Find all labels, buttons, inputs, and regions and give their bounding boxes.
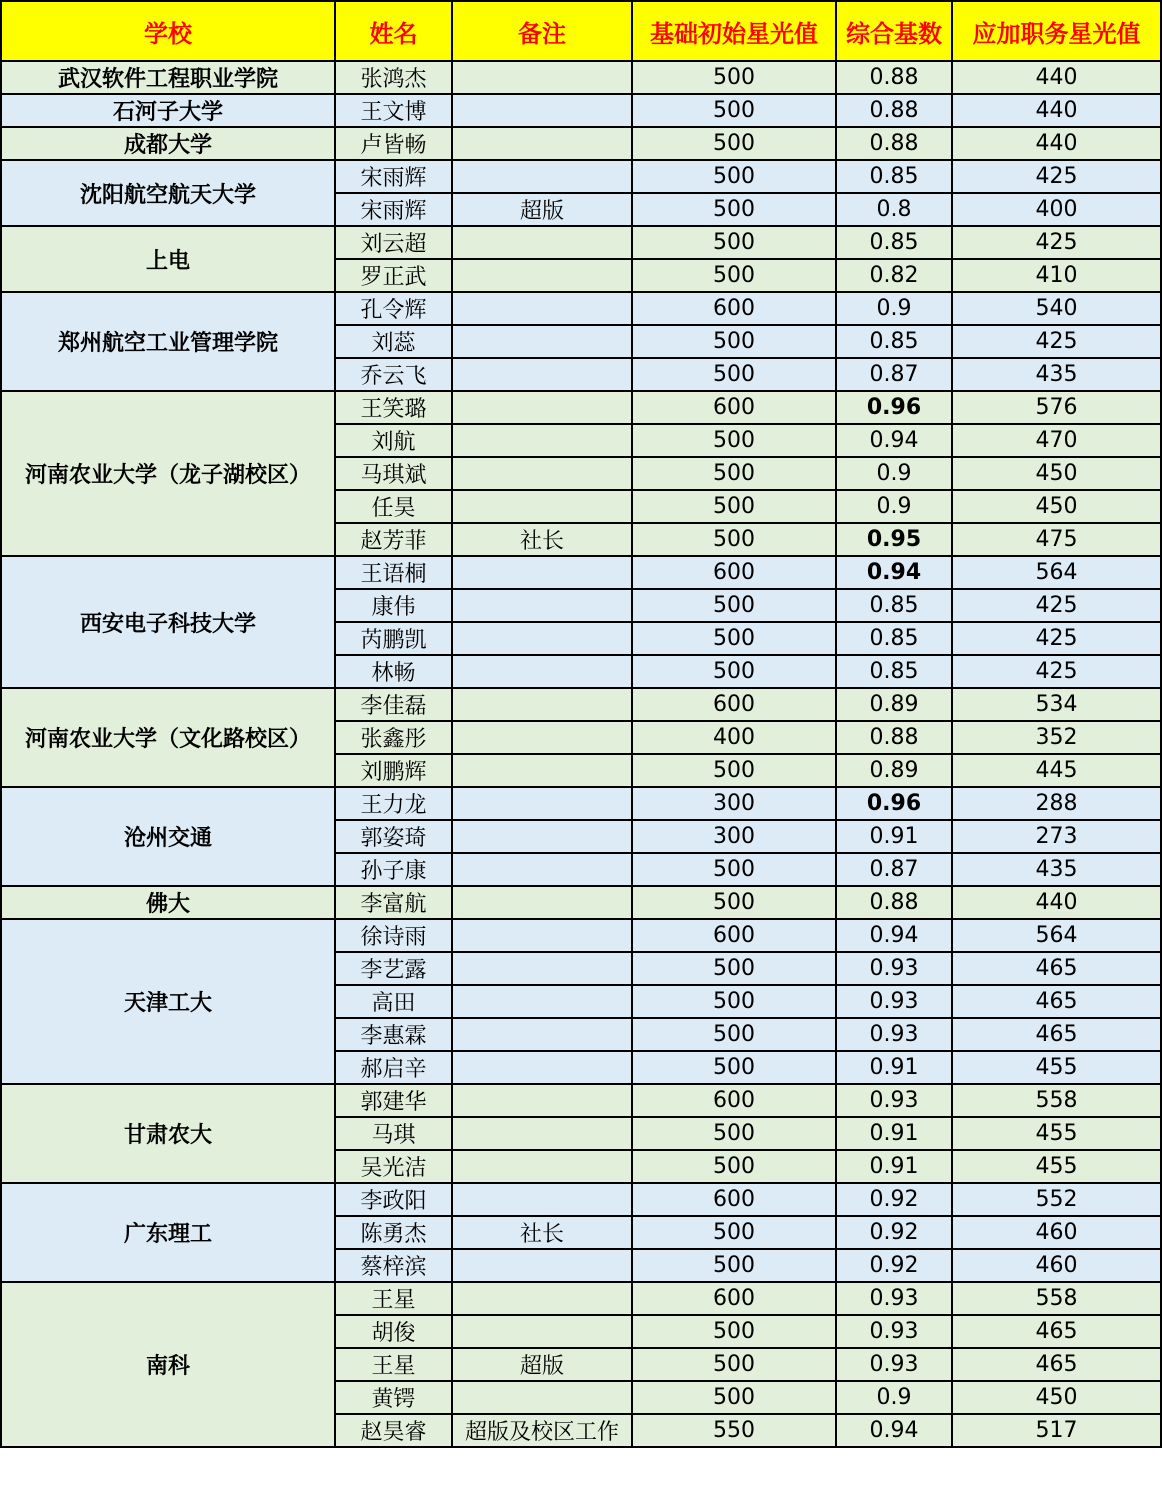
name-cell: 胡俊 xyxy=(335,1315,452,1348)
note-cell xyxy=(452,325,632,358)
note-cell xyxy=(452,1084,632,1117)
base-starlight-cell: 500 xyxy=(632,94,836,127)
note-cell xyxy=(452,226,632,259)
note-cell xyxy=(452,1249,632,1282)
note-cell xyxy=(452,853,632,886)
added-starlight-cell: 450 xyxy=(952,457,1161,490)
added-starlight-cell: 435 xyxy=(952,358,1161,391)
name-cell: 李惠霖 xyxy=(335,1018,452,1051)
name-cell: 李富航 xyxy=(335,886,452,919)
name-cell: 马琪 xyxy=(335,1117,452,1150)
school-cell: 郑州航空工业管理学院 xyxy=(1,292,335,391)
note-cell xyxy=(452,622,632,655)
table-row xyxy=(1,292,1161,325)
coefficient-cell: 0.93 xyxy=(836,1348,952,1381)
name-cell: 李政阳 xyxy=(335,1183,452,1216)
school-cell: 武汉软件工程职业学院 xyxy=(1,61,335,94)
coefficient-cell: 0.96 xyxy=(836,787,952,820)
coefficient-cell: 0.85 xyxy=(836,325,952,358)
name-cell: 郭建华 xyxy=(335,1084,452,1117)
added-starlight-cell: 455 xyxy=(952,1150,1161,1183)
base-starlight-cell: 300 xyxy=(632,820,836,853)
name-cell: 孙子康 xyxy=(335,853,452,886)
school-cell: 西安电子科技大学 xyxy=(1,556,335,688)
note-cell xyxy=(452,820,632,853)
coefficient-cell: 0.92 xyxy=(836,1183,952,1216)
coefficient-cell: 0.85 xyxy=(836,655,952,688)
school-cell: 河南农业大学（龙子湖校区） xyxy=(1,391,335,556)
note-cell xyxy=(452,1150,632,1183)
coefficient-cell: 0.91 xyxy=(836,1051,952,1084)
name-cell: 孔令辉 xyxy=(335,292,452,325)
coefficient-cell: 0.8 xyxy=(836,193,952,226)
coefficient-cell: 0.87 xyxy=(836,358,952,391)
note-cell xyxy=(452,985,632,1018)
added-starlight-cell: 576 xyxy=(952,391,1161,424)
name-cell: 芮鹏凯 xyxy=(335,622,452,655)
added-starlight-cell: 475 xyxy=(952,523,1161,556)
name-cell: 赵昊睿 xyxy=(335,1414,452,1447)
note-cell xyxy=(452,61,632,94)
note-cell: 超版 xyxy=(452,193,632,226)
school-cell: 南科 xyxy=(1,1282,335,1447)
note-cell xyxy=(452,688,632,721)
coefficient-cell: 0.88 xyxy=(836,127,952,160)
added-starlight-cell: 465 xyxy=(952,1348,1161,1381)
coefficient-cell: 0.88 xyxy=(836,94,952,127)
name-cell: 吴光洁 xyxy=(335,1150,452,1183)
coefficient-cell: 0.93 xyxy=(836,1018,952,1051)
name-cell: 王语桐 xyxy=(335,556,452,589)
coefficient-cell: 0.93 xyxy=(836,1315,952,1348)
header-name: 姓名 xyxy=(335,1,452,61)
added-starlight-cell: 425 xyxy=(952,622,1161,655)
name-cell: 马琪斌 xyxy=(335,457,452,490)
name-cell: 乔云飞 xyxy=(335,358,452,391)
coefficient-cell: 0.94 xyxy=(836,556,952,589)
base-starlight-cell: 600 xyxy=(632,919,836,952)
added-starlight-cell: 425 xyxy=(952,226,1161,259)
coefficient-cell: 0.95 xyxy=(836,523,952,556)
note-cell: 超版 xyxy=(452,1348,632,1381)
header-coefficient: 综合基数 xyxy=(836,1,952,61)
school-cell: 广东理工 xyxy=(1,1183,335,1282)
note-cell xyxy=(452,556,632,589)
base-starlight-cell: 500 xyxy=(632,1150,836,1183)
table-row xyxy=(1,919,1161,952)
added-starlight-cell: 564 xyxy=(952,919,1161,952)
table-row xyxy=(1,94,1161,127)
coefficient-cell: 0.96 xyxy=(836,391,952,424)
added-starlight-cell: 410 xyxy=(952,259,1161,292)
base-starlight-cell: 500 xyxy=(632,490,836,523)
header-school: 学校 xyxy=(1,1,335,61)
table-row xyxy=(1,1084,1161,1117)
header-note: 备注 xyxy=(452,1,632,61)
base-starlight-cell: 550 xyxy=(632,1414,836,1447)
header-added-starlight: 应加职务星光值 xyxy=(952,1,1161,61)
added-starlight-cell: 440 xyxy=(952,61,1161,94)
name-cell: 张鑫彤 xyxy=(335,721,452,754)
note-cell: 社长 xyxy=(452,1216,632,1249)
name-cell: 林畅 xyxy=(335,655,452,688)
note-cell xyxy=(452,1315,632,1348)
base-starlight-cell: 500 xyxy=(632,1051,836,1084)
coefficient-cell: 0.91 xyxy=(836,820,952,853)
note-cell: 超版及校区工作 xyxy=(452,1414,632,1447)
coefficient-cell: 0.9 xyxy=(836,457,952,490)
note-cell xyxy=(452,391,632,424)
added-starlight-cell: 558 xyxy=(952,1084,1161,1117)
name-cell: 蔡梓滨 xyxy=(335,1249,452,1282)
base-starlight-cell: 500 xyxy=(632,1117,836,1150)
added-starlight-cell: 460 xyxy=(952,1249,1161,1282)
added-starlight-cell: 558 xyxy=(952,1282,1161,1315)
note-cell xyxy=(452,292,632,325)
note-cell xyxy=(452,457,632,490)
coefficient-cell: 0.92 xyxy=(836,1216,952,1249)
coefficient-cell: 0.87 xyxy=(836,853,952,886)
note-cell xyxy=(452,1183,632,1216)
coefficient-cell: 0.93 xyxy=(836,1282,952,1315)
name-cell: 张鸿杰 xyxy=(335,61,452,94)
added-starlight-cell: 425 xyxy=(952,655,1161,688)
note-cell xyxy=(452,886,632,919)
name-cell: 刘航 xyxy=(335,424,452,457)
added-starlight-cell: 465 xyxy=(952,952,1161,985)
name-cell: 王笑璐 xyxy=(335,391,452,424)
added-starlight-cell: 440 xyxy=(952,127,1161,160)
note-cell: 社长 xyxy=(452,523,632,556)
base-starlight-cell: 600 xyxy=(632,1084,836,1117)
coefficient-cell: 0.91 xyxy=(836,1117,952,1150)
base-starlight-cell: 500 xyxy=(632,457,836,490)
note-cell xyxy=(452,424,632,457)
added-starlight-cell: 455 xyxy=(952,1117,1161,1150)
name-cell: 郭姿琦 xyxy=(335,820,452,853)
name-cell: 罗正武 xyxy=(335,259,452,292)
note-cell xyxy=(452,160,632,193)
table-row xyxy=(1,886,1161,919)
coefficient-cell: 0.91 xyxy=(836,1150,952,1183)
coefficient-cell: 0.88 xyxy=(836,721,952,754)
name-cell: 卢皆畅 xyxy=(335,127,452,160)
table-row xyxy=(1,688,1161,721)
base-starlight-cell: 600 xyxy=(632,1183,836,1216)
school-cell: 成都大学 xyxy=(1,127,335,160)
added-starlight-cell: 470 xyxy=(952,424,1161,457)
base-starlight-cell: 500 xyxy=(632,1315,836,1348)
added-starlight-cell: 564 xyxy=(952,556,1161,589)
coefficient-cell: 0.89 xyxy=(836,688,952,721)
base-starlight-cell: 500 xyxy=(632,1018,836,1051)
added-starlight-cell: 425 xyxy=(952,325,1161,358)
base-starlight-cell: 500 xyxy=(632,193,836,226)
coefficient-cell: 0.93 xyxy=(836,952,952,985)
base-starlight-cell: 500 xyxy=(632,127,836,160)
added-starlight-cell: 273 xyxy=(952,820,1161,853)
added-starlight-cell: 288 xyxy=(952,787,1161,820)
header-row xyxy=(1,1,1161,61)
table-body xyxy=(1,61,1161,1447)
base-starlight-cell: 500 xyxy=(632,259,836,292)
name-cell: 刘鹏辉 xyxy=(335,754,452,787)
base-starlight-cell: 500 xyxy=(632,853,836,886)
note-cell xyxy=(452,358,632,391)
added-starlight-cell: 540 xyxy=(952,292,1161,325)
coefficient-cell: 0.85 xyxy=(836,622,952,655)
name-cell: 黄锷 xyxy=(335,1381,452,1414)
note-cell xyxy=(452,259,632,292)
table-row xyxy=(1,1183,1161,1216)
table-row xyxy=(1,226,1161,259)
coefficient-cell: 0.94 xyxy=(836,1414,952,1447)
base-starlight-cell: 500 xyxy=(632,61,836,94)
coefficient-cell: 0.89 xyxy=(836,754,952,787)
base-starlight-cell: 500 xyxy=(632,1216,836,1249)
coefficient-cell: 0.88 xyxy=(836,886,952,919)
school-cell: 佛大 xyxy=(1,886,335,919)
base-starlight-cell: 500 xyxy=(632,325,836,358)
note-cell xyxy=(452,1051,632,1084)
added-starlight-cell: 465 xyxy=(952,1018,1161,1051)
coefficient-cell: 0.93 xyxy=(836,985,952,1018)
table-row xyxy=(1,787,1161,820)
note-cell xyxy=(452,94,632,127)
school-cell: 天津工大 xyxy=(1,919,335,1084)
note-cell xyxy=(452,754,632,787)
name-cell: 王力龙 xyxy=(335,787,452,820)
name-cell: 刘蕊 xyxy=(335,325,452,358)
note-cell xyxy=(452,1117,632,1150)
school-cell: 上电 xyxy=(1,226,335,292)
added-starlight-cell: 425 xyxy=(952,160,1161,193)
base-starlight-cell: 500 xyxy=(632,952,836,985)
coefficient-cell: 0.9 xyxy=(836,292,952,325)
school-cell: 石河子大学 xyxy=(1,94,335,127)
added-starlight-cell: 435 xyxy=(952,853,1161,886)
added-starlight-cell: 534 xyxy=(952,688,1161,721)
coefficient-cell: 0.9 xyxy=(836,1381,952,1414)
note-cell xyxy=(452,919,632,952)
name-cell: 李佳磊 xyxy=(335,688,452,721)
added-starlight-cell: 440 xyxy=(952,886,1161,919)
coefficient-cell: 0.9 xyxy=(836,490,952,523)
coefficient-cell: 0.94 xyxy=(836,919,952,952)
base-starlight-cell: 500 xyxy=(632,655,836,688)
name-cell: 陈勇杰 xyxy=(335,1216,452,1249)
name-cell: 高田 xyxy=(335,985,452,1018)
added-starlight-cell: 465 xyxy=(952,1315,1161,1348)
base-starlight-cell: 500 xyxy=(632,358,836,391)
base-starlight-cell: 500 xyxy=(632,226,836,259)
note-cell xyxy=(452,1018,632,1051)
added-starlight-cell: 352 xyxy=(952,721,1161,754)
coefficient-cell: 0.85 xyxy=(836,589,952,622)
name-cell: 王星 xyxy=(335,1348,452,1381)
base-starlight-cell: 500 xyxy=(632,1249,836,1282)
base-starlight-cell: 600 xyxy=(632,556,836,589)
added-starlight-cell: 440 xyxy=(952,94,1161,127)
note-cell xyxy=(452,655,632,688)
table-row xyxy=(1,160,1161,193)
base-starlight-cell: 500 xyxy=(632,424,836,457)
table-row xyxy=(1,556,1161,589)
added-starlight-cell: 517 xyxy=(952,1414,1161,1447)
base-starlight-cell: 600 xyxy=(632,1282,836,1315)
coefficient-cell: 0.82 xyxy=(836,259,952,292)
note-cell xyxy=(452,127,632,160)
base-starlight-cell: 500 xyxy=(632,523,836,556)
added-starlight-cell: 425 xyxy=(952,589,1161,622)
table-row xyxy=(1,127,1161,160)
base-starlight-cell: 500 xyxy=(632,754,836,787)
name-cell: 刘云超 xyxy=(335,226,452,259)
note-cell xyxy=(452,589,632,622)
coefficient-cell: 0.94 xyxy=(836,424,952,457)
table-row xyxy=(1,1282,1161,1315)
added-starlight-cell: 460 xyxy=(952,1216,1161,1249)
base-starlight-cell: 500 xyxy=(632,160,836,193)
base-starlight-cell: 400 xyxy=(632,721,836,754)
base-starlight-cell: 500 xyxy=(632,985,836,1018)
name-cell: 赵芳菲 xyxy=(335,523,452,556)
school-cell: 甘肃农大 xyxy=(1,1084,335,1183)
coefficient-cell: 0.92 xyxy=(836,1249,952,1282)
base-starlight-cell: 600 xyxy=(632,688,836,721)
added-starlight-cell: 400 xyxy=(952,193,1161,226)
coefficient-cell: 0.93 xyxy=(836,1084,952,1117)
school-cell: 沈阳航空航天大学 xyxy=(1,160,335,226)
school-cell: 沧州交通 xyxy=(1,787,335,886)
added-starlight-cell: 450 xyxy=(952,490,1161,523)
base-starlight-cell: 500 xyxy=(632,589,836,622)
school-cell: 河南农业大学（文化路校区） xyxy=(1,688,335,787)
note-cell xyxy=(452,787,632,820)
added-starlight-cell: 552 xyxy=(952,1183,1161,1216)
base-starlight-cell: 500 xyxy=(632,622,836,655)
header-base-starlight: 基础初始星光值 xyxy=(632,1,836,61)
added-starlight-cell: 450 xyxy=(952,1381,1161,1414)
name-cell: 徐诗雨 xyxy=(335,919,452,952)
name-cell: 李艺露 xyxy=(335,952,452,985)
added-starlight-cell: 455 xyxy=(952,1051,1161,1084)
coefficient-cell: 0.85 xyxy=(836,160,952,193)
note-cell xyxy=(452,1282,632,1315)
name-cell: 任昊 xyxy=(335,490,452,523)
name-cell: 王星 xyxy=(335,1282,452,1315)
coefficient-cell: 0.85 xyxy=(836,226,952,259)
base-starlight-cell: 500 xyxy=(632,1348,836,1381)
table-row xyxy=(1,391,1161,424)
name-cell: 郝启辛 xyxy=(335,1051,452,1084)
coefficient-cell: 0.88 xyxy=(836,61,952,94)
base-starlight-cell: 600 xyxy=(632,292,836,325)
note-cell xyxy=(452,1381,632,1414)
name-cell: 康伟 xyxy=(335,589,452,622)
table-row xyxy=(1,61,1161,94)
note-cell xyxy=(452,490,632,523)
name-cell: 宋雨辉 xyxy=(335,193,452,226)
added-starlight-cell: 445 xyxy=(952,754,1161,787)
added-starlight-cell: 465 xyxy=(952,985,1161,1018)
note-cell xyxy=(452,952,632,985)
note-cell xyxy=(452,721,632,754)
base-starlight-cell: 500 xyxy=(632,886,836,919)
name-cell: 宋雨辉 xyxy=(335,160,452,193)
base-starlight-cell: 500 xyxy=(632,1381,836,1414)
name-cell: 王文博 xyxy=(335,94,452,127)
base-starlight-cell: 600 xyxy=(632,391,836,424)
base-starlight-cell: 300 xyxy=(632,787,836,820)
